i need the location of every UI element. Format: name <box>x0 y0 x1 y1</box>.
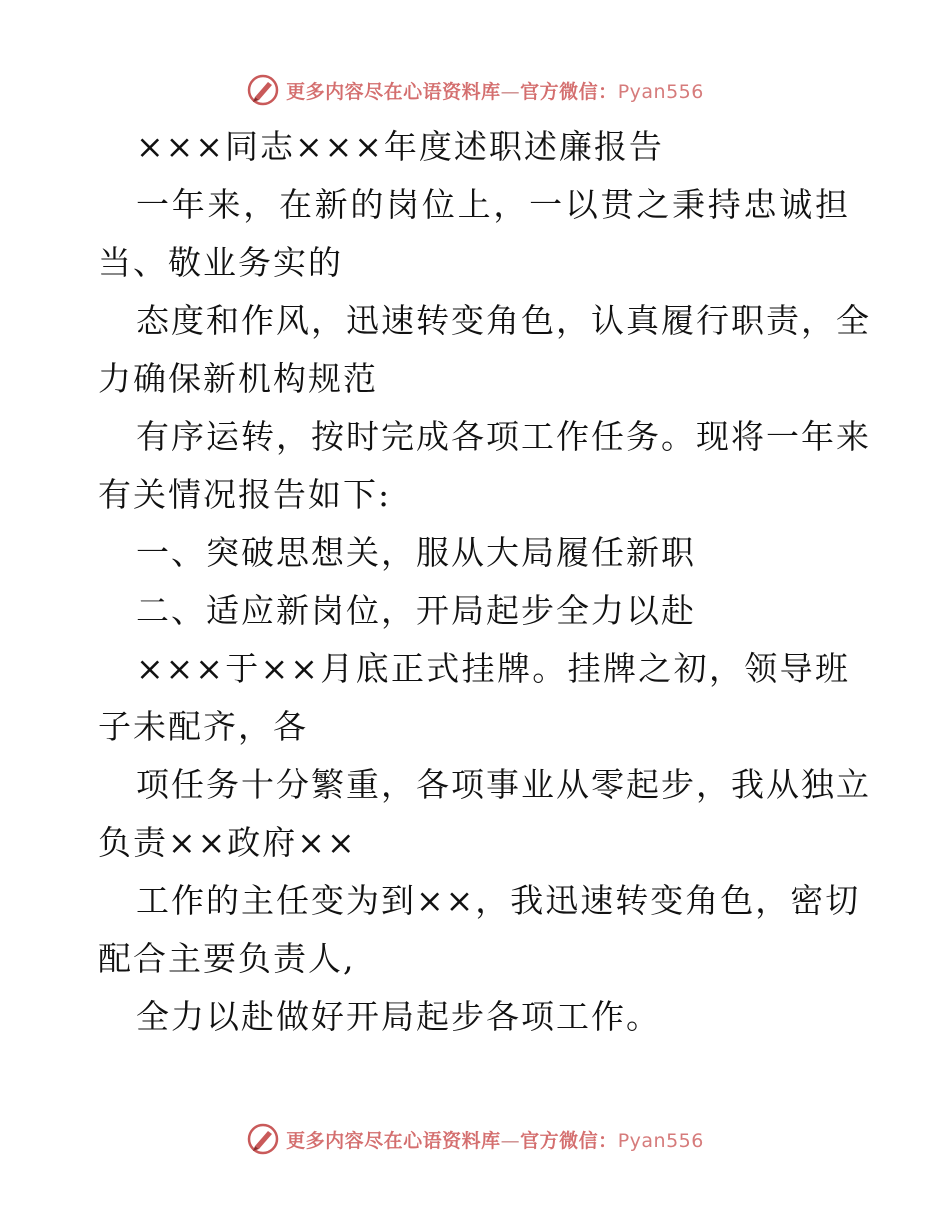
watermark-dash: — <box>500 1129 521 1152</box>
paragraph-line: 当、敬业务实的 <box>98 243 343 282</box>
paragraph-line: 项任务十分繁重，各项事业从零起步，我从独立 <box>136 765 871 804</box>
paragraph-line: 负责××政府×× <box>98 823 357 862</box>
paragraph-line: 有序运转，按时完成各项工作任务。现将一年来 <box>136 417 871 456</box>
paragraph-line: 工作的主任变为到××，我迅速转变角色，密切 <box>136 881 861 920</box>
watermark-text <box>286 1126 704 1153</box>
watermark-id: Pyan556 <box>617 1129 704 1152</box>
pen-logo-icon <box>246 1122 280 1156</box>
paragraph-line: 力确保新机构规范 <box>98 359 378 398</box>
paragraph-line: 有关情况报告如下: <box>98 475 392 514</box>
paragraph-line: 子未配齐，各 <box>98 707 308 746</box>
watermark-label: 官方微信： <box>520 80 618 103</box>
paragraph-line: 配合主要负责人, <box>98 939 356 978</box>
paragraph-line: 一年来，在新的岗位上，一以贯之秉持忠诚担 <box>136 185 850 224</box>
watermark-id: Pyan556 <box>617 80 704 103</box>
paragraph-line: 态度和作风，迅速转变角色，认真履行职责，全 <box>136 301 871 340</box>
watermark-text <box>286 77 704 104</box>
section-heading-2: 二、适应新岗位，开局起步全力以赴 <box>136 591 696 630</box>
pen-logo-icon <box>246 73 280 107</box>
document-title: ×××同志×××年度述职述廉报告 <box>136 127 664 166</box>
paragraph-line: 全力以赴做好开局起步各项工作。 <box>136 997 661 1036</box>
watermark-dash: — <box>500 80 521 103</box>
watermark-site: 更多内容尽在心语资料库 <box>286 80 501 103</box>
watermark-label: 官方微信： <box>520 1129 618 1152</box>
watermark-footer <box>0 1119 950 1159</box>
watermark-header <box>0 70 950 110</box>
paragraph-line: ×××于××月底正式挂牌。挂牌之初，领导班 <box>136 649 850 688</box>
section-heading-1: 一、突破思想关，服从大局履任新职 <box>136 533 696 572</box>
watermark-site: 更多内容尽在心语资料库 <box>286 1129 501 1152</box>
document-body <box>98 118 871 1046</box>
